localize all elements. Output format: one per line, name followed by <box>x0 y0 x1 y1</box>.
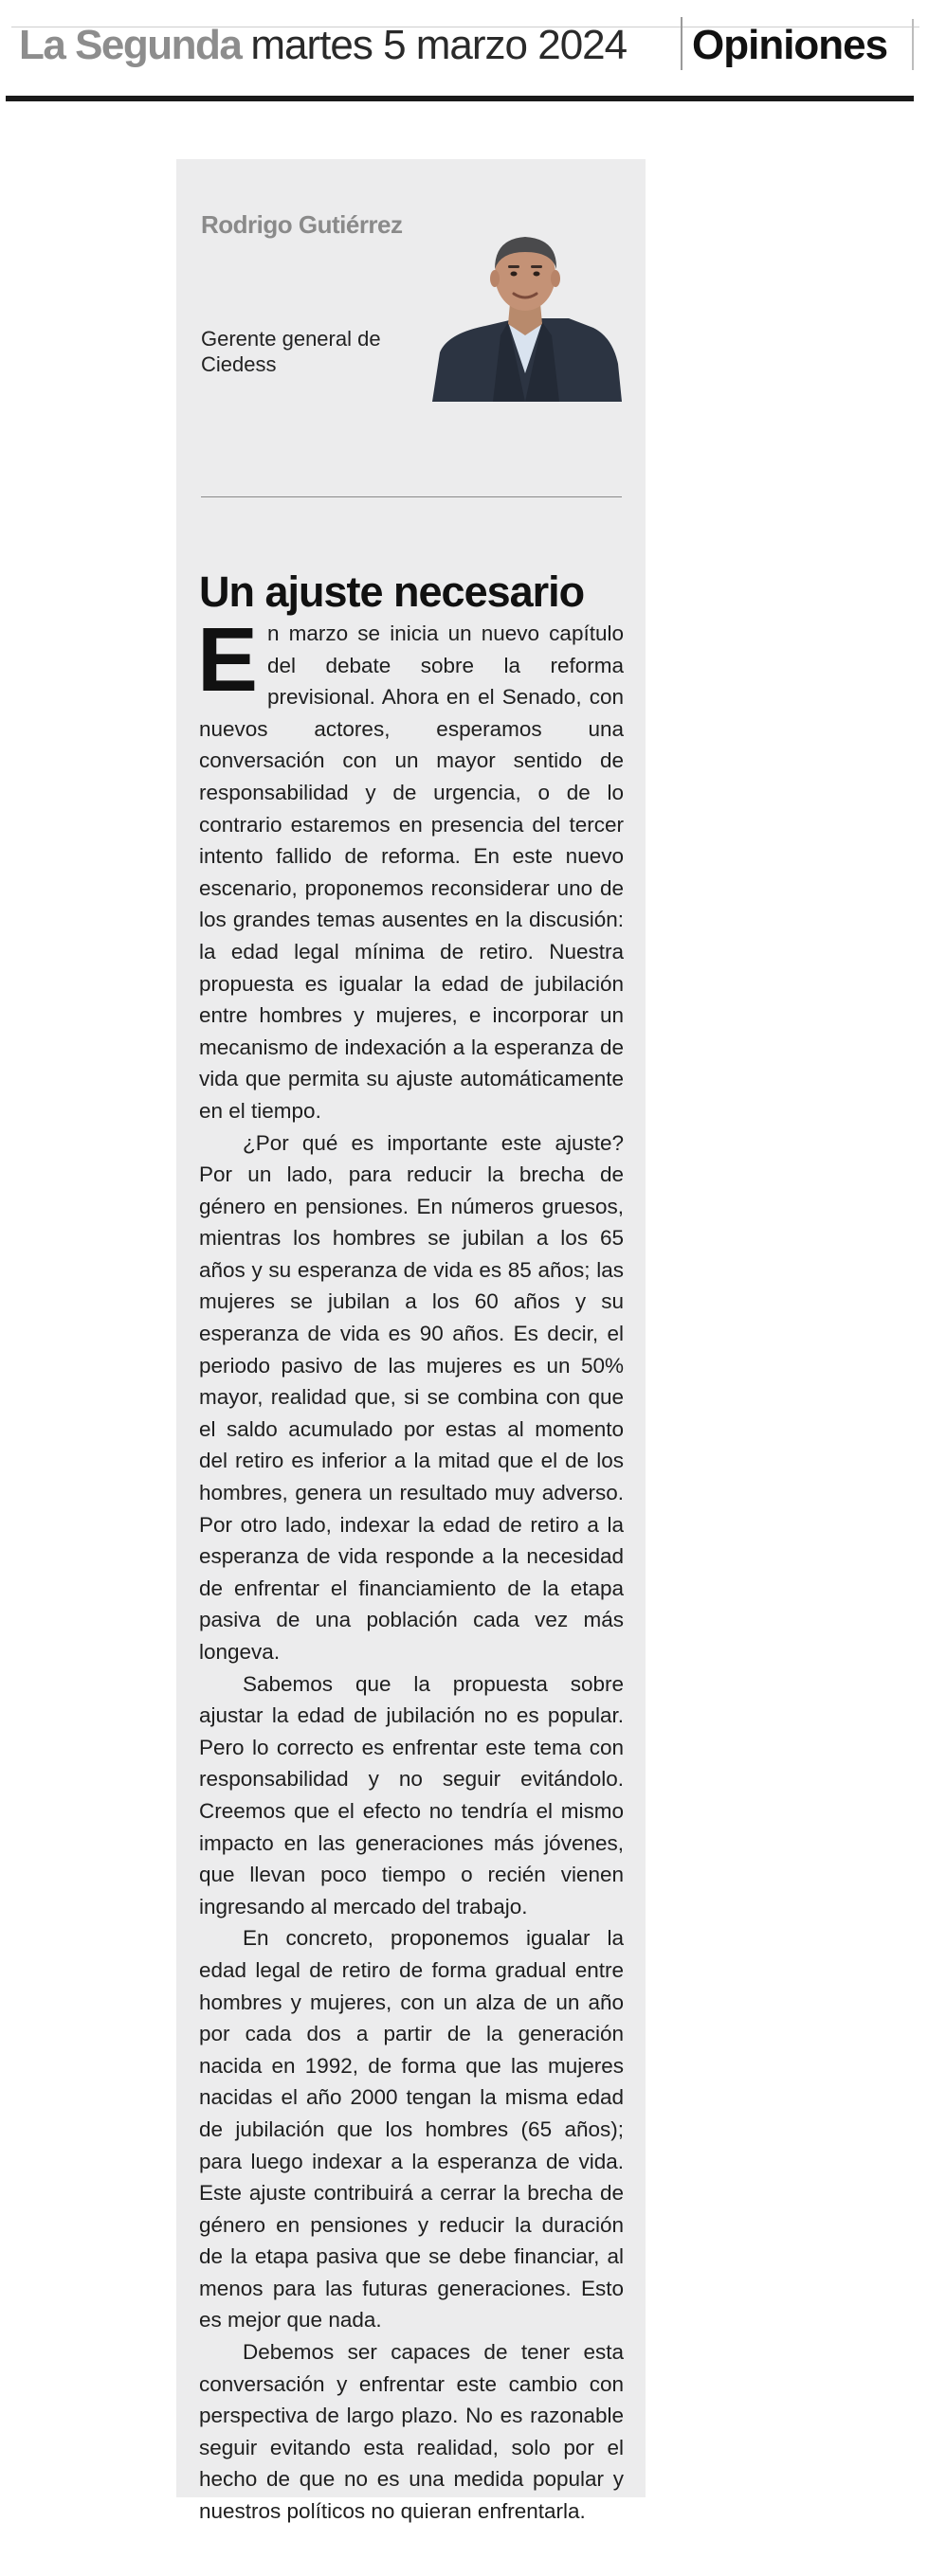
article-paragraph: Sabemos que la propuesta sobre ajustar la edad de jubilación no es popular. Pero lo correcto es enfrentar este tema con responsabilidad y no seguir evitándolo. Creemos que el efecto no tendría el mismo impacto en las generaciones más jóvenes, que llevan poco tiempo o recién vienen ingresando al mercado del trabajo. <box>199 1671 624 1918</box>
author-block <box>201 212 628 496</box>
section-title: Opiniones <box>692 22 888 68</box>
masthead <box>6 13 914 72</box>
author-portrait <box>427 231 626 402</box>
masthead-left <box>19 22 628 68</box>
masthead-divider <box>681 17 682 70</box>
newspaper-brand: La Segunda <box>19 22 242 68</box>
edition-date: martes 5 marzo 2024 <box>250 22 628 68</box>
author-role: Gerente general de Ciedess <box>201 327 381 376</box>
opinion-column <box>176 159 646 2524</box>
article-lead-paragraph <box>197 609 624 1127</box>
article-paragraph: ¿Por qué es importante este ajuste? Por un lado, para reducir la brecha de género en pensiones. En números gruesos, mientras los hombres se jubilan a los 65 años y su esperanza de vida es 85 años; las mujeres se jubilan a los 60 años y su esperanza de vida es 90 años. Es decir, el periodo pasivo de las mujeres es un 50% mayor, realidad que, si se combina con que el saldo acumulado por estas al momento del retiro es inferior a la mitad que el de los hombres, genera un resultado muy adverso. Por otro lado, indexar la edad de retiro a la esperanza de vida responde a la necesidad de enfrentar el financiamiento de la etapa pasiva de una población cada vez más longeva. <box>199 1130 624 1664</box>
author-name: Rodrigo Gutiérrez <box>201 210 403 239</box>
lead-text: n marzo se inicia un nuevo capítulo del debate sobre la reforma previsional. Ahora en el Senado, con nuevos actores, esperamos una conversación con un mayor sentido de responsabilidad y de urgencia, o de lo contrario estaremos en presencia del tercer intento fallido de reforma. En este nuevo escenario, proponemos reconsiderar uno de los grandes temas ausentes en la discusión: la edad legal mínima de retiro. Nuestra propuesta es igualar la edad de jubilación entre hombres y mujeres, e incorporar un mecanismo de indexación a la esperanza de vida que permita su ajuste automáticamente en el tiempo. <box>199 621 624 1123</box>
article-paragraph: Debemos ser capaces de tener esta conversación y enfrentar este cambio con perspectiva de largo plazo. No es razonable seguir evitando esta realidad, solo por el hecho de que no es una medida popular y nuestros políticos no quieran enfrentarla. <box>199 2340 624 2524</box>
article-body <box>197 609 624 2528</box>
author-divider <box>201 496 622 497</box>
masthead-end-divider <box>912 19 914 70</box>
article-paragraph: En concreto, proponemos igualar la edad legal de retiro de forma gradual entre hombres y mujeres, con un alza de un año por cada dos a partir de la generación nacida en 1992, de forma que las mujeres nacidas el año 2000 tengan la misma edad de jubilación que los hombres (65 años); para luego indexar a la esperanza de vida. Este ajuste contribuirá a cerrar la brecha de género en pensiones y reducir la duración de la etapa pasiva que se debe financiar, al menos para las futuras generaciones. Esto es mejor que nada. <box>199 1926 624 2333</box>
masthead-bottom-rule <box>6 96 914 101</box>
article-headline: Un ajuste necesario <box>199 567 585 617</box>
drop-cap: E <box>197 609 259 711</box>
